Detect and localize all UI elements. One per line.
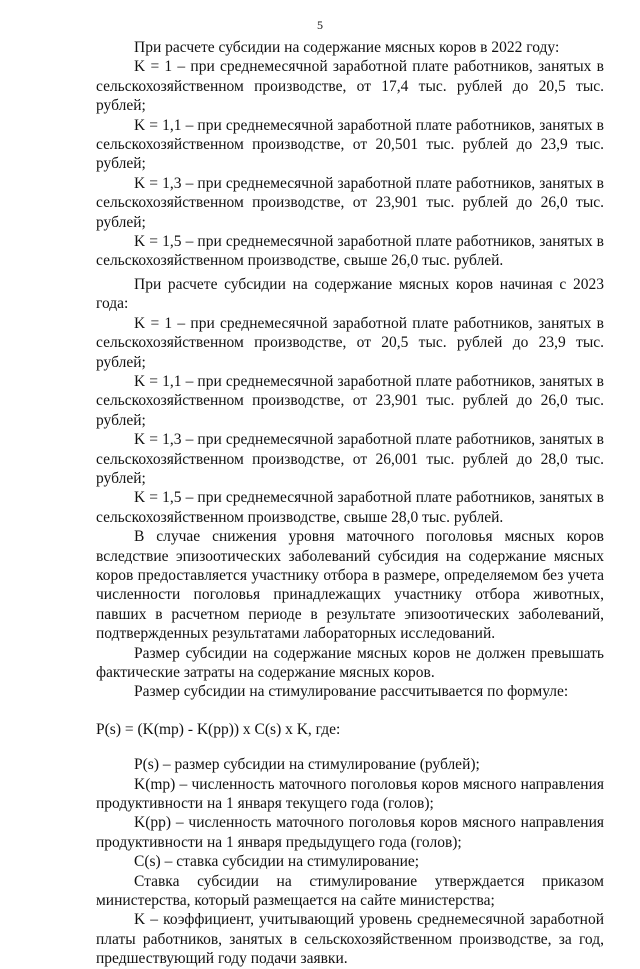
paragraph-2022-k1-5: K = 1,5 – при среднемесячной заработной плате работников, занятых в сельскохозяйственном производстве, свыше 26,0 тыс. рублей.: [96, 233, 604, 270]
definition-kpp: K(pp) – численность маточного поголовья коров мясного направления продуктивности на 1 января предыдущего года (голов);: [96, 814, 604, 851]
definition-kmp: K(mp) – численность маточного поголовья коров мясного направления продуктивности на 1 января текущего года (голов);: [96, 775, 604, 813]
paragraph-2023-k1-5: K = 1,5 – при среднемесячной заработной плате работников, занятых в сельскохозяйственном производстве, свыше 28,0 тыс. рублей.: [96, 489, 604, 526]
document-body: [96, 38, 604, 969]
paragraph-2022-k1-1: K = 1,1 – при среднемесячной заработной плате работников, занятых в сельскохозяйственном производстве, от 20,501 тыс. рублей до 23,9 тыс. рублей;: [96, 116, 604, 173]
paragraph-epizootic: В случае снижения уровня маточного поголовья мясных коров вследствие эпизоотических заболеваний субсидия на содержание мясных коров предоставляется участнику отбора в размере, определяемом без учета численности поголовья принадлежащих участнику отбора животных, павших в расчетном периоде в результате эпизоотических заболеваний, подтвержденных результатами лабораторных исследований.: [96, 528, 604, 643]
paragraph-2023-k1-3: K = 1,3 – при среднемесячной заработной плате работников, занятых в сельскохозяйственном производстве, от 26,001 тыс. рублей до 28,0 тыс. рублей;: [96, 431, 604, 487]
paragraph-2022-k1-3: K = 1,3 – при среднемесячной заработной плате работников, занятых в сельскохозяйственном производстве, от 23,901 тыс. рублей до 26,0 тыс. рублей;: [96, 174, 604, 231]
definition-k: K – коэффициент, учитывающий уровень среднемесячной заработной платы работников, занятых в сельскохозяйственном производстве, за год, предшествующий году подачи заявки.: [96, 911, 604, 968]
paragraph-rate-order: Ставка субсидии на стимулирование утверждается приказом министерства, который размещается на сайте министерства;: [96, 872, 604, 910]
definition-cs: C(s) – ставка субсидии на стимулирование;: [134, 853, 420, 871]
paragraph-2022-k1: K = 1 – при среднемесячной заработной плате работников, занятых в сельскохозяйственном производстве, от 17,4 тыс. рублей до 20,5 тыс. рублей;: [96, 58, 604, 115]
paragraph-2023-k1: K = 1 – при среднемесячной заработной плате работников, занятых в сельскохозяйственном производстве, от 20,5 тыс. рублей до 23,9 тыс. рублей;: [96, 314, 604, 371]
formula: P(s) = (K(mp) - K(pp)) x C(s) x K, где:: [96, 720, 341, 738]
paragraph-2022-intro: При расчете субсидии на содержание мясных коров в 2022 году:: [134, 39, 560, 56]
paragraph-2023-k1-1: K = 1,1 – при среднемесячной заработной плате работников, занятых в сельскохозяйственном производстве, от 23,901 тыс. рублей до 26,0 тыс. рублей;: [96, 372, 604, 429]
definition-ps: P(s) – размер субсидии на стимулирование (рублей);: [134, 756, 480, 774]
paragraph-formula-intro: Размер субсидии на стимулирование рассчитывается по формуле:: [134, 683, 569, 701]
paragraph-2023-intro: При расчете субсидии на содержание мясных коров начиная с 2023 года:: [96, 275, 604, 313]
paragraph-max-subsidy: Размер субсидии на содержание мясных коров не должен превышать фактические затраты на содержание мясных коров.: [96, 644, 604, 681]
page-number: 5: [317, 18, 323, 32]
